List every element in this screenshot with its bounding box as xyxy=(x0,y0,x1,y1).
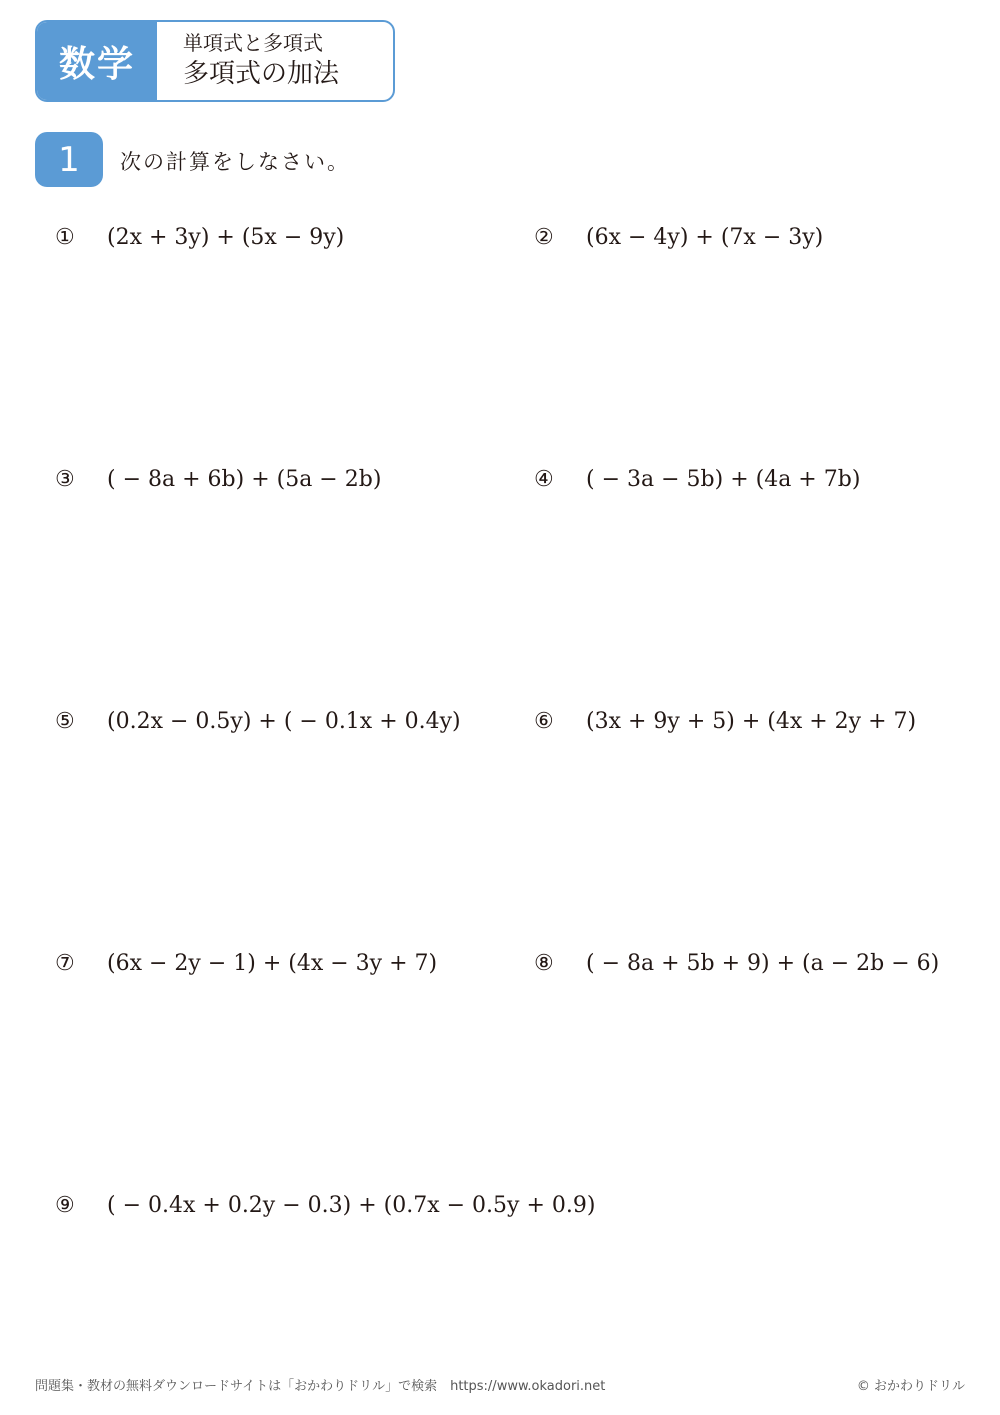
question-number-badge: 1 xyxy=(35,132,103,187)
problem-expression: (6x − 2y − 1) + (4x − 3y + 7) xyxy=(107,951,438,976)
problem-number: ① xyxy=(55,225,75,250)
problem-expression: (6x − 4y) + (7x − 3y) xyxy=(586,225,824,250)
worksheet-title: 多項式の加法 xyxy=(183,59,340,89)
worksheet-header xyxy=(35,20,395,102)
problem-expression: (3x + 9y + 5) + (4x + 2y + 7) xyxy=(586,709,917,734)
unit-subtitle: 単項式と多項式 xyxy=(183,31,323,55)
problem-number: ⑧ xyxy=(534,951,554,976)
footer-site-text: 問題集・教材の無料ダウンロードサイトは「おかわりドリル」で検索 https://www.okadori.net xyxy=(35,1379,606,1394)
problem-expression: ( − 3a − 5b) + (4a + 7b) xyxy=(586,467,861,492)
subject-label: 数学 xyxy=(37,22,157,100)
problem-expression: (0.2x − 0.5y) + ( − 0.1x + 0.4y) xyxy=(107,709,461,734)
problem-expression: ( − 0.4x + 0.2y − 0.3) + (0.7x − 0.5y + 0.9) xyxy=(107,1193,596,1218)
header-titles xyxy=(183,30,339,92)
question-instruction: 次の計算をしなさい。 xyxy=(120,150,350,174)
problem-number: ⑥ xyxy=(534,709,554,734)
problem-number: ② xyxy=(534,225,554,250)
problem-number: ⑦ xyxy=(55,951,75,976)
problem-number: ⑨ xyxy=(55,1193,75,1218)
problem-number: ③ xyxy=(55,467,75,492)
problem-number: ④ xyxy=(534,467,554,492)
problem-expression: ( − 8a + 5b + 9) + (a − 2b − 6) xyxy=(586,951,940,976)
problem-expression: ( − 8a + 6b) + (5a − 2b) xyxy=(107,467,382,492)
problem-expression: (2x + 3y) + (5x − 9y) xyxy=(107,225,345,250)
problem-number: ⑤ xyxy=(55,709,75,734)
footer-copyright: © おかわりドリル xyxy=(856,1379,965,1394)
